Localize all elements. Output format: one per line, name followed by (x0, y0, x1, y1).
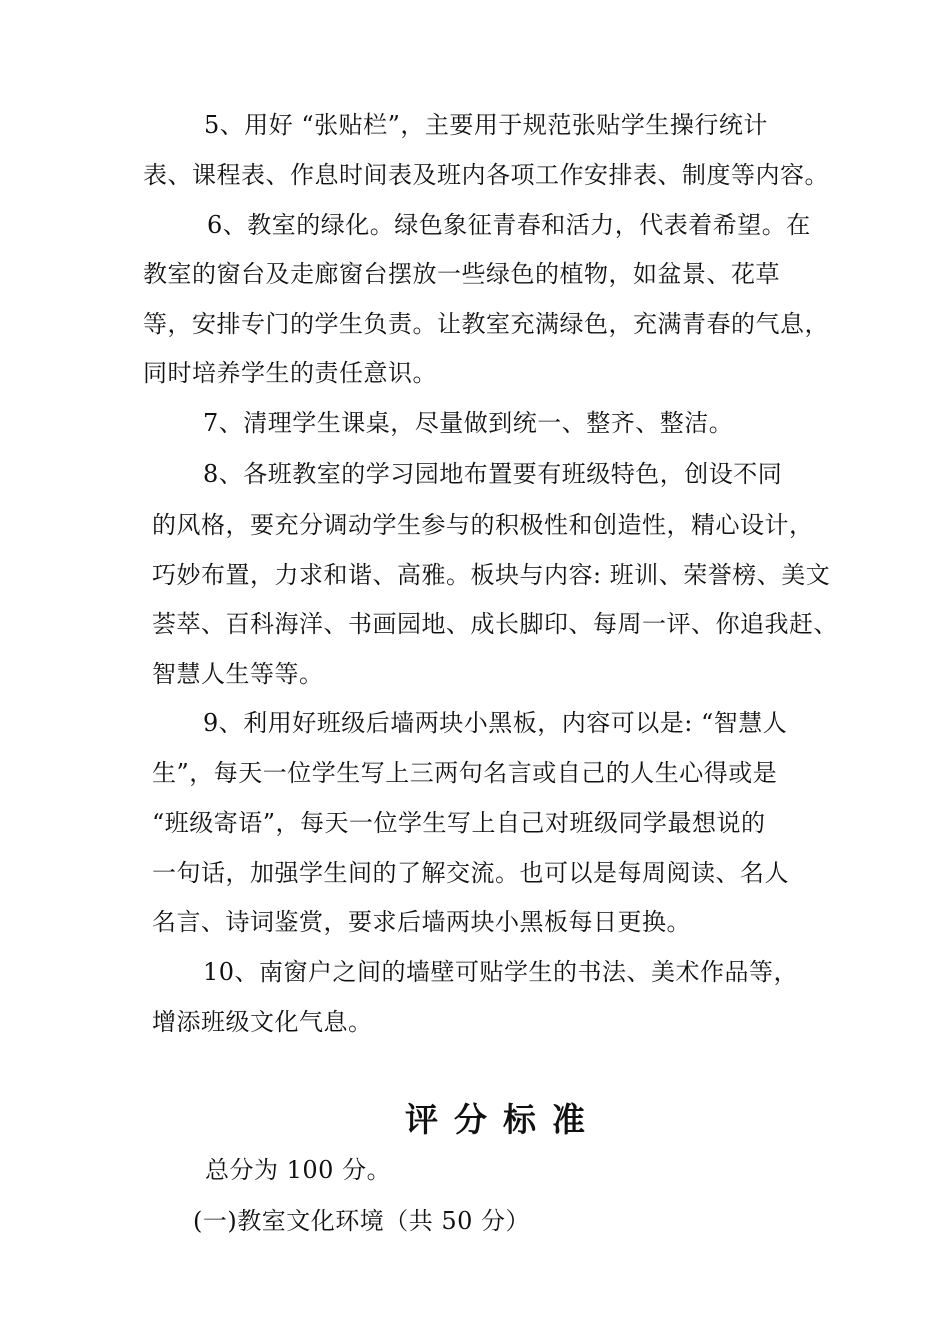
paragraph-8-line-2: 的风格，要充分调动学生参与的积极性和创造性，精心设计， (152, 511, 814, 539)
paragraph-9-line-4: 一句话，加强学生间的了解交流。也可以是每周阅读、名人 (152, 859, 789, 887)
paragraph-7-line-1: 7、清理学生课桌，尽量做到统一、整齐、整洁。 (203, 409, 734, 437)
section-1-title: (一)教室文化环境（共 50 分） (193, 1207, 531, 1235)
paragraph-10-line-2: 增添班级文化气息。 (152, 1008, 373, 1036)
paragraph-8-line-5: 智慧人生等等。 (152, 660, 324, 688)
paragraph-9-line-5: 名言、诗词鉴赏，要求后墙两块小黑板每日更换。 (152, 908, 691, 936)
paragraph-6-line-2: 教室的窗台及走廊窗台摆放一些绿色的植物，如盆景、花草 (143, 260, 780, 288)
scoring-standard-heading: 评分标准 (405, 1100, 601, 1139)
paragraph-9-line-1: 9、利用好班级后墙两块小黑板，内容可以是: “智慧人 (203, 709, 788, 737)
total-score-text: 总分为 100 分。 (205, 1156, 392, 1184)
paragraph-9-line-2: 生”，每天一位学生写上三两句名言或自己的人生心得或是 (152, 759, 778, 787)
paragraph-5-line-2: 表、课程表、作息时间表及班内各项工作安排表、制度等内容。 (143, 161, 829, 189)
paragraph-9-line-3: “班级寄语”，每天一位学生写上自己对班级同学最想说的 (152, 809, 766, 837)
paragraph-8-line-4: 荟萃、百科海洋、书画园地、成长脚印、每周一评、你追我赶、 (152, 610, 838, 638)
paragraph-5-line-1: 5、用好 “张贴栏”，主要用于规范张贴学生操行统计 (204, 111, 768, 139)
paragraph-8-line-3: 巧妙布置，力求和谐、高雅。板块与内容: 班训、荣誉榜、美文 (152, 561, 831, 589)
paragraph-10-line-1: 10、南窗户之间的墙壁可贴学生的书法、美术作品等， (203, 958, 799, 986)
paragraph-6-line-1: 6、教室的绿化。绿色象征青春和活力，代表着希望。在 (207, 211, 811, 239)
paragraph-8-line-1: 8、各班教室的学习园地布置要有班级特色，创设不同 (203, 460, 783, 488)
paragraph-6-line-4: 同时培养学生的责任意识。 (143, 359, 437, 387)
paragraph-6-line-3: 等，安排专门的学生负责。让教室充满绿色，充满青春的气息， (143, 310, 829, 338)
